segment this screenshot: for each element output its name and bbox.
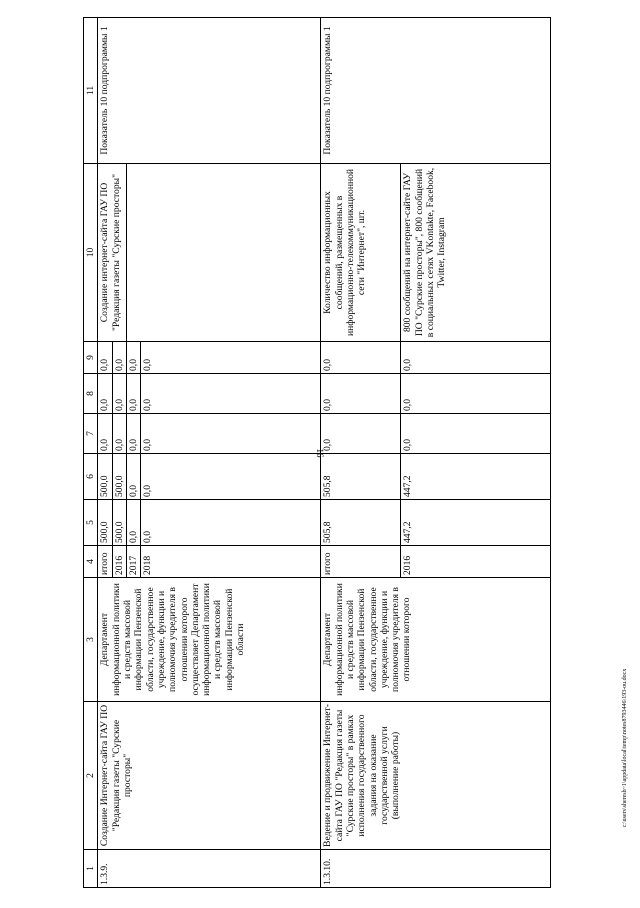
- value-cell: 0,0: [401, 414, 551, 454]
- value-cell: 0,0: [401, 374, 551, 414]
- value-cell: 0,0: [126, 414, 140, 454]
- value-cell: 0,0: [401, 342, 551, 374]
- value-cell: 0,0: [141, 374, 321, 414]
- result-cell: Создание интернет-сайта ГАУ ПО "Редакция газеты "Сурские просторы": [98, 164, 127, 342]
- activity-name: Создание Интернет-сайта ГАУ ПО "Редакция газеты "Сурские просторы": [98, 702, 321, 850]
- value-cell: 0,0: [126, 454, 140, 500]
- value-cell: 500,0: [98, 500, 112, 546]
- year-cell: 2018: [141, 546, 321, 578]
- value-cell: 0,0: [141, 500, 321, 546]
- value-cell: 0,0: [126, 342, 140, 374]
- executor: Департамент информационной политики и средств массовой информации Пензенской области, государственное учреждение, функции и полномочия учредителя в отношении которого: [321, 578, 551, 702]
- year-cell: 2016: [401, 546, 551, 578]
- col-header: 2: [84, 702, 98, 850]
- value-cell: 0,0: [112, 374, 126, 414]
- value-cell: 0,0: [98, 374, 112, 414]
- col-header: 10: [84, 164, 98, 342]
- activity-name: Ведение и продвижение Интернет-сайта ГАУ ПО "Редакция газеты "Сурские просторы" в рамках исполнения государственного задания на оказание государственной услуги (выполнение работы): [321, 702, 551, 850]
- value-cell: 0,0: [141, 454, 321, 500]
- value-cell: 0,0: [98, 414, 112, 454]
- executor: Департамент информационной политики и средств массовой информации Пензенской области, государственное учреждение, функции и полномочия учредителя в отношении которого осуществляет Департамент информационной политики и средств массовой информации Пензенской области: [98, 578, 321, 702]
- value-cell: 0,0: [112, 342, 126, 374]
- col-header: 1: [84, 850, 98, 888]
- value-cell: 0,0: [112, 414, 126, 454]
- row-number: 1.3.10.: [321, 850, 551, 888]
- value-cell: 447,2: [401, 500, 551, 546]
- value-cell: 447,2: [401, 454, 551, 500]
- value-cell: 500,0: [112, 454, 126, 500]
- value-cell: 0,0: [126, 374, 140, 414]
- col-header: 11: [84, 18, 98, 164]
- value-cell: 0,0: [126, 500, 140, 546]
- table-row: [98, 18, 112, 888]
- result-empty-cell: [126, 164, 320, 342]
- result-cell: Количество информационных сообщений, размещенных в информационно-телекоммуникационной сети "Интернет", шт.: [321, 164, 401, 342]
- value-cell: 0,0: [321, 342, 401, 374]
- result-cell: 800 сообщений на интернет-сайте ГАУ ПО "Сурские просторы", 800 сообщений в социальных сетях VKontakte, Facebook, Twitter, Instagram: [401, 164, 551, 342]
- col-header: 3: [84, 578, 98, 702]
- value-cell: 500,0: [112, 500, 126, 546]
- col-header: 6: [84, 454, 98, 500]
- table-row: [321, 18, 401, 888]
- year-cell: итого: [98, 546, 112, 578]
- value-cell: 505,8: [321, 500, 401, 546]
- value-cell: 0,0: [141, 414, 321, 454]
- file-path-footer: c:\users\sheresh~1\appdata\local\temp\notes8793446\193-ou.docx: [622, 668, 628, 828]
- value-cell: 505,8: [321, 454, 401, 500]
- value-cell: 500,0: [98, 454, 112, 500]
- year-cell: 2016: [112, 546, 126, 578]
- value-cell: 0,0: [98, 342, 112, 374]
- year-cell: итого: [321, 546, 401, 578]
- indicator-cell: Показатель 10 подпрограммы 1: [98, 18, 321, 164]
- header-row: [84, 18, 98, 888]
- page-number: 16: [315, 448, 325, 458]
- col-header: 5: [84, 500, 98, 546]
- value-cell: 0,0: [321, 414, 401, 454]
- rotated-page: [83, 18, 603, 888]
- col-header: 9: [84, 342, 98, 374]
- col-header: 8: [84, 374, 98, 414]
- indicator-cell: Показатель 10 подпрограммы 1: [321, 18, 551, 164]
- year-cell: 2017: [126, 546, 140, 578]
- program-table: [83, 17, 551, 888]
- value-cell: 0,0: [321, 374, 401, 414]
- value-cell: 0,0: [141, 342, 321, 374]
- row-number: 1.3.9.: [98, 850, 321, 888]
- col-header: 7: [84, 414, 98, 454]
- col-header: 4: [84, 546, 98, 578]
